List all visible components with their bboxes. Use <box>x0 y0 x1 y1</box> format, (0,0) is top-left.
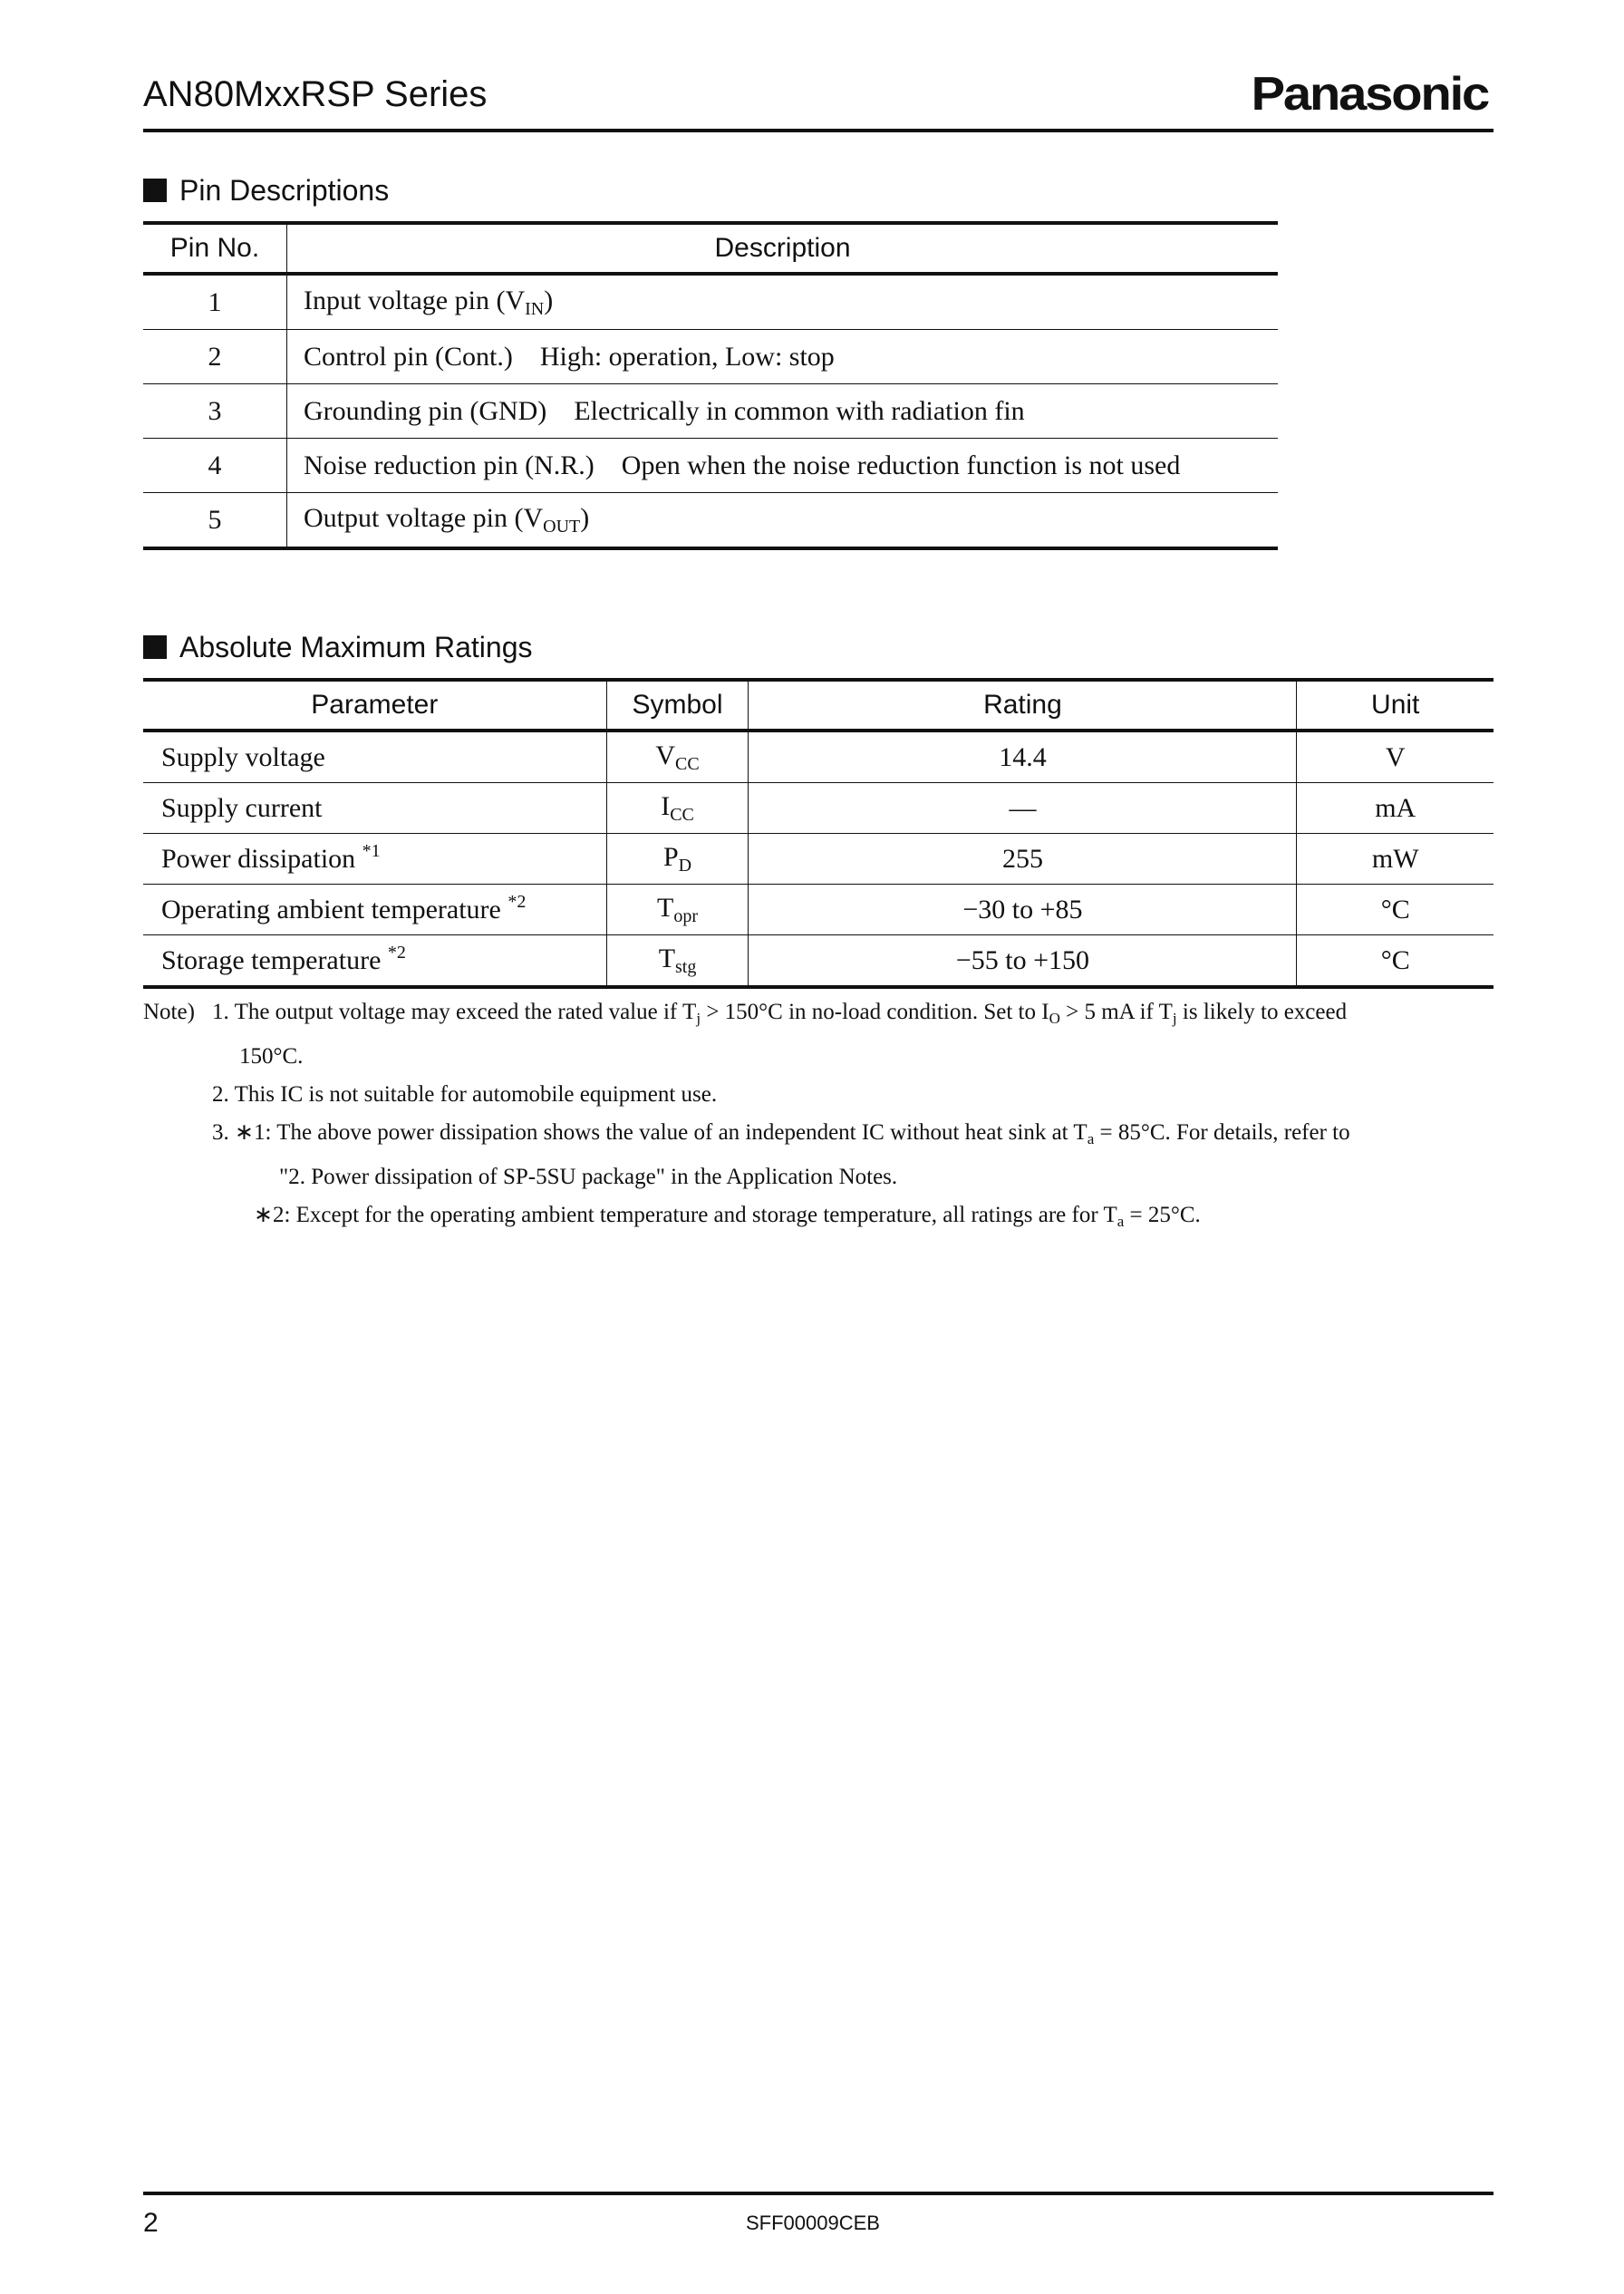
symbol: I <box>661 790 671 821</box>
pin-description <box>287 493 1279 549</box>
symbol-cell <box>606 731 749 783</box>
unit-cell: mA <box>1297 783 1494 834</box>
note-text: This IC is not suitable for automobile equipment use. <box>234 1082 718 1107</box>
note-text: = 85°C. For details, refer to <box>1094 1120 1350 1145</box>
pin-number: 1 <box>143 274 287 330</box>
column-header-symbol: Symbol <box>606 680 749 731</box>
parameter-cell <box>143 885 606 935</box>
table-row <box>143 885 1494 935</box>
table-row <box>143 493 1278 549</box>
page-number: 2 <box>143 2208 159 2238</box>
note-number: 2. <box>212 1082 229 1107</box>
symbol: P <box>662 841 679 872</box>
table-row <box>143 330 1278 384</box>
parameter-name: Power dissipation <box>161 843 356 874</box>
table-row <box>143 834 1494 885</box>
rating-cell: −55 to +150 <box>749 935 1297 988</box>
unit-cell: mW <box>1297 834 1494 885</box>
note-item <box>143 993 1495 1038</box>
pin-note: High: operation, Low: stop <box>539 341 835 372</box>
pin-name: Output voltage pin (V <box>304 502 544 533</box>
pin-number: 3 <box>143 384 287 439</box>
square-bullet-icon <box>143 635 167 659</box>
note-text: > 5 mA if T <box>1059 1000 1173 1024</box>
unit-cell: °C <box>1297 885 1494 935</box>
parameter-cell <box>143 834 606 885</box>
note-continuation: 150°C. <box>239 1044 304 1069</box>
table-header-row <box>143 680 1494 731</box>
pin-number: 4 <box>143 439 287 493</box>
parameter-cell <box>143 935 606 988</box>
table-row <box>143 384 1278 439</box>
note-continuation: "2. Power dissipation of SP-5SU package" in the Application Notes. <box>279 1165 898 1189</box>
symbol: T <box>658 943 676 973</box>
column-header-description: Description <box>287 223 1279 274</box>
footnote-mark: *2 <box>508 891 527 912</box>
document-title: AN80MxxRSP Series <box>143 74 488 114</box>
note-number: 3. <box>212 1120 229 1145</box>
pin-descriptions-table <box>143 221 1278 550</box>
note-subscript: a <box>1116 1213 1125 1230</box>
footer-divider <box>143 2192 1494 2195</box>
parameter-cell <box>143 731 606 783</box>
note-text: ∗1: The above power dissipation shows the value of an independent IC without heat sink at T <box>235 1120 1088 1145</box>
pin-name-tail: ) <box>544 285 554 315</box>
parameter-cell <box>143 783 606 834</box>
note-text: = 25°C. <box>1124 1203 1201 1227</box>
symbol-cell <box>606 783 749 834</box>
pin-description <box>287 330 1279 384</box>
note-text: is likely to exceed <box>1176 1000 1348 1024</box>
footnote-mark: *2 <box>387 942 406 963</box>
table-row <box>143 935 1494 988</box>
pin-name-subscript: IN <box>525 298 545 319</box>
note-subscript: j <box>1172 1010 1177 1027</box>
symbol: T <box>657 892 674 923</box>
rating-cell: 255 <box>749 834 1297 885</box>
symbol-subscript: stg <box>675 956 697 977</box>
unit-cell: V <box>1297 731 1494 783</box>
pin-name: Control pin (Cont.) <box>304 341 513 372</box>
note-number: 1. <box>212 1000 229 1024</box>
column-header-pin-no: Pin No. <box>143 223 287 274</box>
note-lead: Note) <box>143 1000 195 1024</box>
symbol-subscript: CC <box>670 804 694 825</box>
parameter-name: Supply current <box>161 792 323 823</box>
pin-descriptions-heading-text: Pin Descriptions <box>179 174 390 207</box>
pin-name: Grounding pin (GND) <box>304 395 547 426</box>
symbol-subscript: opr <box>673 905 699 926</box>
note-subscript: j <box>696 1010 701 1027</box>
column-header-parameter: Parameter <box>143 680 606 731</box>
parameter-name: Storage temperature <box>161 944 382 975</box>
rating-cell: — <box>749 783 1297 834</box>
pin-note: Open when the noise reduction function is not used <box>621 450 1181 480</box>
column-header-unit: Unit <box>1297 680 1494 731</box>
table-row <box>143 731 1494 783</box>
rating-cell: 14.4 <box>749 731 1297 783</box>
note-text: The output voltage may exceed the rated value if T <box>234 1000 697 1024</box>
pin-name-tail: ) <box>580 502 590 533</box>
note-item <box>254 1196 1495 1241</box>
unit-cell: °C <box>1297 935 1494 988</box>
symbol: V <box>655 740 676 770</box>
pin-number: 5 <box>143 493 287 549</box>
pin-description <box>287 274 1279 330</box>
column-header-rating: Rating <box>749 680 1297 731</box>
pin-name-subscript: OUT <box>543 516 581 537</box>
table-row <box>143 783 1494 834</box>
table-row <box>143 274 1278 330</box>
square-bullet-icon <box>143 179 167 202</box>
parameter-name: Operating ambient temperature <box>161 894 501 924</box>
pin-number: 2 <box>143 330 287 384</box>
note-text: > 150°C in no-load condition. Set to I <box>701 1000 1049 1024</box>
note-item <box>212 1114 1495 1158</box>
pin-name: Noise reduction pin (N.R.) <box>304 450 594 480</box>
symbol-subscript: D <box>678 855 692 876</box>
symbol-cell <box>606 935 749 988</box>
symbol-cell <box>606 834 749 885</box>
brand-logo: Panasonic <box>1251 68 1488 121</box>
symbol-subscript: CC <box>675 753 700 774</box>
note-text: ∗2: Except for the operating ambient temperature and storage temperature, all ratings are for T <box>254 1203 1117 1227</box>
pin-description <box>287 439 1279 493</box>
note-subscript: O <box>1049 1010 1060 1027</box>
footnote-mark: *1 <box>362 840 381 861</box>
table-row <box>143 439 1278 493</box>
symbol-cell <box>606 885 749 935</box>
pin-description <box>287 384 1279 439</box>
parameter-name: Supply voltage <box>161 741 325 772</box>
absolute-maximum-ratings-heading <box>143 631 532 664</box>
notes <box>143 993 1495 1241</box>
pin-note: Electrically in common with radiation fin <box>574 395 1025 426</box>
rating-cell: −30 to +85 <box>749 885 1297 935</box>
note-subscript: a <box>1087 1130 1095 1147</box>
pin-name: Input voltage pin (V <box>304 285 526 315</box>
table-header-row <box>143 223 1278 274</box>
document-code: SFF00009CEB <box>746 2212 880 2234</box>
page-header <box>143 65 1494 132</box>
absolute-maximum-ratings-table <box>143 678 1494 989</box>
ratings-heading-text: Absolute Maximum Ratings <box>179 631 533 663</box>
pin-descriptions-heading <box>143 174 389 208</box>
note-item <box>212 1076 1495 1114</box>
